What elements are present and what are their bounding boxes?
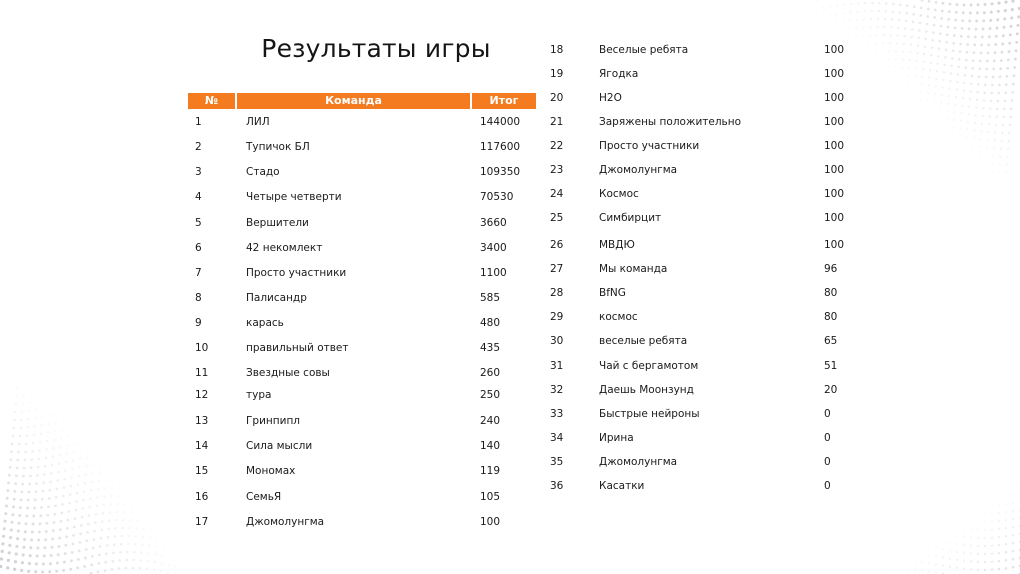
row-total: 80 bbox=[824, 311, 838, 323]
row-number: 31 bbox=[550, 360, 564, 372]
row-total: 51 bbox=[824, 360, 838, 372]
table-row bbox=[550, 308, 880, 326]
row-number: 14 bbox=[195, 440, 209, 452]
table-row bbox=[550, 185, 880, 203]
row-total: 119 bbox=[480, 465, 501, 477]
table-row bbox=[195, 386, 525, 404]
row-number: 13 bbox=[195, 415, 209, 427]
row-total: 105 bbox=[480, 491, 501, 503]
row-total: 240 bbox=[480, 415, 501, 427]
row-total: 1100 bbox=[480, 267, 507, 279]
header-total: Итог bbox=[472, 93, 536, 109]
row-total: 20 bbox=[824, 384, 838, 396]
team-name: СемьЯ bbox=[246, 491, 282, 503]
table-row bbox=[550, 429, 880, 447]
row-number: 22 bbox=[550, 140, 564, 152]
team-name: тура bbox=[246, 389, 272, 401]
row-total: 80 bbox=[824, 287, 838, 299]
row-total: 100 bbox=[824, 92, 845, 104]
row-number: 32 bbox=[550, 384, 564, 396]
table-row bbox=[195, 437, 525, 455]
team-name: Гринпипл bbox=[246, 415, 301, 427]
row-total: 100 bbox=[824, 212, 845, 224]
row-number: 30 bbox=[550, 335, 564, 347]
row-number: 20 bbox=[550, 92, 564, 104]
row-number: 24 bbox=[550, 188, 564, 200]
team-name: ЛИЛ bbox=[246, 116, 270, 128]
team-name: H2O bbox=[599, 92, 622, 104]
team-name: Стадо bbox=[246, 166, 280, 178]
table-row bbox=[195, 188, 525, 206]
team-name: Ирина bbox=[599, 432, 634, 444]
row-number: 34 bbox=[550, 432, 564, 444]
table-row bbox=[550, 381, 880, 399]
row-number: 8 bbox=[195, 292, 202, 304]
row-total: 100 bbox=[480, 516, 501, 528]
team-name: Джомолунгма bbox=[599, 164, 678, 176]
team-name: Космос bbox=[599, 188, 639, 200]
team-name: Четыре четверти bbox=[246, 191, 342, 203]
row-number: 36 bbox=[550, 480, 564, 492]
row-number: 9 bbox=[195, 317, 202, 329]
row-total: 70530 bbox=[480, 191, 514, 203]
row-total: 65 bbox=[824, 335, 838, 347]
row-number: 26 bbox=[550, 239, 564, 251]
team-name: Джомолунгма bbox=[599, 456, 678, 468]
team-name: Просто участники bbox=[246, 267, 347, 279]
row-number: 28 bbox=[550, 287, 564, 299]
table-row bbox=[195, 214, 525, 232]
table-row bbox=[550, 113, 880, 131]
table-row bbox=[550, 209, 880, 227]
row-number: 15 bbox=[195, 465, 209, 477]
table-row bbox=[195, 339, 525, 357]
row-total: 0 bbox=[824, 456, 831, 468]
team-name: космос bbox=[599, 311, 638, 323]
row-number: 16 bbox=[195, 491, 209, 503]
row-total: 260 bbox=[480, 367, 501, 379]
table-row bbox=[550, 89, 880, 107]
table-row bbox=[195, 314, 525, 332]
row-total: 100 bbox=[824, 188, 845, 200]
team-name: Касатки bbox=[599, 480, 645, 492]
row-number: 29 bbox=[550, 311, 564, 323]
team-name: Просто участники bbox=[599, 140, 700, 152]
row-total: 3400 bbox=[480, 242, 507, 254]
row-number: 10 bbox=[195, 342, 209, 354]
team-name: Быстрые нейроны bbox=[599, 408, 700, 420]
team-name: Мономах bbox=[246, 465, 296, 477]
table-row bbox=[195, 239, 525, 257]
team-name: Симбирцит bbox=[599, 212, 662, 224]
row-total: 0 bbox=[824, 480, 831, 492]
header-team: Команда bbox=[237, 93, 470, 109]
table-row bbox=[550, 284, 880, 302]
team-name: Заряжены положительно bbox=[599, 116, 742, 128]
team-name: Чай с бергамотом bbox=[599, 360, 699, 372]
row-number: 17 bbox=[195, 516, 209, 528]
row-total: 0 bbox=[824, 408, 831, 420]
team-name: веселые ребята bbox=[599, 335, 688, 347]
team-name: 42 некомлект bbox=[246, 242, 323, 254]
row-number: 33 bbox=[550, 408, 564, 420]
row-total: 3660 bbox=[480, 217, 507, 229]
row-total: 140 bbox=[480, 440, 501, 452]
row-number: 27 bbox=[550, 263, 564, 275]
team-name: Вершители bbox=[246, 217, 309, 229]
row-number: 3 bbox=[195, 166, 202, 178]
team-name: карась bbox=[246, 317, 284, 329]
row-total: 100 bbox=[824, 116, 845, 128]
team-name: Звездные совы bbox=[246, 367, 330, 379]
table-row bbox=[550, 477, 880, 495]
team-name: правильный ответ bbox=[246, 342, 349, 354]
table-row bbox=[550, 332, 880, 350]
row-total: 0 bbox=[824, 432, 831, 444]
row-number: 6 bbox=[195, 242, 202, 254]
row-number: 25 bbox=[550, 212, 564, 224]
row-number: 12 bbox=[195, 389, 209, 401]
team-name: Веселые ребята bbox=[599, 44, 689, 56]
row-total: 144000 bbox=[480, 116, 521, 128]
table-row bbox=[195, 264, 525, 282]
team-name: Джомолунгма bbox=[246, 516, 325, 528]
table-row bbox=[550, 137, 880, 155]
row-total: 585 bbox=[480, 292, 501, 304]
row-total: 100 bbox=[824, 239, 845, 251]
row-number: 7 bbox=[195, 267, 202, 279]
table-row bbox=[550, 65, 880, 83]
row-total: 117600 bbox=[480, 141, 521, 153]
team-name: МВДЮ bbox=[599, 239, 635, 251]
row-total: 109350 bbox=[480, 166, 521, 178]
team-name: Палисандр bbox=[246, 292, 307, 304]
table-row bbox=[195, 163, 525, 181]
table-row bbox=[195, 462, 525, 480]
table-row bbox=[195, 113, 525, 131]
row-number: 19 bbox=[550, 68, 564, 80]
row-total: 100 bbox=[824, 164, 845, 176]
table-row bbox=[195, 289, 525, 307]
team-name: Сила мысли bbox=[246, 440, 313, 452]
row-total: 100 bbox=[824, 44, 845, 56]
table-row bbox=[550, 161, 880, 179]
team-name: Мы команда bbox=[599, 263, 668, 275]
team-name: BfNG bbox=[599, 287, 626, 299]
table-row bbox=[195, 488, 525, 506]
page-title: Результаты игры bbox=[261, 34, 491, 63]
row-total: 480 bbox=[480, 317, 501, 329]
header-number: № bbox=[188, 93, 235, 109]
row-total: 250 bbox=[480, 389, 501, 401]
row-number: 35 bbox=[550, 456, 564, 468]
row-number: 23 bbox=[550, 164, 564, 176]
team-name: Даешь Моонзунд bbox=[599, 384, 694, 396]
table-row bbox=[550, 405, 880, 423]
table-row bbox=[195, 138, 525, 156]
row-total: 100 bbox=[824, 140, 845, 152]
row-total: 100 bbox=[824, 68, 845, 80]
row-number: 1 bbox=[195, 116, 202, 128]
table-row bbox=[550, 453, 880, 471]
row-number: 21 bbox=[550, 116, 564, 128]
table-row bbox=[195, 412, 525, 430]
table-row bbox=[550, 236, 880, 254]
row-number: 2 bbox=[195, 141, 202, 153]
table-row bbox=[550, 357, 880, 375]
row-number: 11 bbox=[195, 367, 209, 379]
row-number: 5 bbox=[195, 217, 202, 229]
table-row bbox=[550, 260, 880, 278]
row-number: 4 bbox=[195, 191, 202, 203]
team-name: Ягодка bbox=[599, 68, 639, 80]
row-total: 96 bbox=[824, 263, 838, 275]
table-row bbox=[195, 364, 525, 382]
row-number: 18 bbox=[550, 44, 564, 56]
table-row bbox=[550, 41, 880, 59]
team-name: Тупичок БЛ bbox=[246, 141, 310, 153]
row-total: 435 bbox=[480, 342, 501, 354]
table-row bbox=[195, 513, 525, 531]
